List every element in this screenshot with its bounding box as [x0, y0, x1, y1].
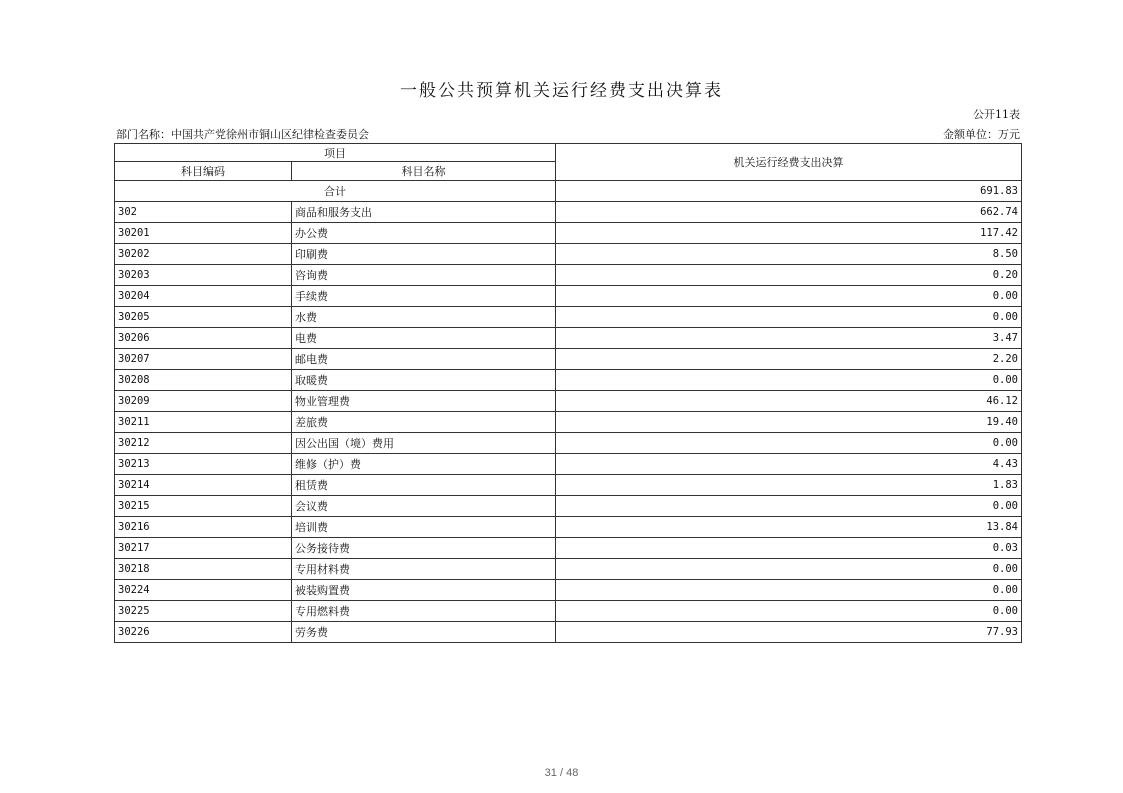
row-amount: 77.93: [556, 622, 1022, 643]
row-code: 30215: [115, 496, 292, 517]
row-name: 办公费: [292, 223, 556, 244]
row-amount: 0.00: [556, 286, 1022, 307]
row-name: 手续费: [292, 286, 556, 307]
total-row: [115, 181, 1022, 202]
row-name: 商品和服务支出: [292, 202, 556, 223]
row-amount: 0.00: [556, 496, 1022, 517]
row-amount: 46.12: [556, 391, 1022, 412]
row-name: 劳务费: [292, 622, 556, 643]
table-row: [115, 328, 1022, 349]
row-name: 专用燃料费: [292, 601, 556, 622]
row-code: 30225: [115, 601, 292, 622]
row-name: 培训费: [292, 517, 556, 538]
row-name: 被装购置费: [292, 580, 556, 601]
table-row: [115, 559, 1022, 580]
row-name: 电费: [292, 328, 556, 349]
table-row: [115, 496, 1022, 517]
table-row: [115, 244, 1022, 265]
row-code: 30209: [115, 391, 292, 412]
header-code: 科目编码: [115, 162, 292, 181]
row-code: 30208: [115, 370, 292, 391]
row-name: 租赁费: [292, 475, 556, 496]
row-code: 30201: [115, 223, 292, 244]
row-amount: 0.00: [556, 580, 1022, 601]
table-row: [115, 223, 1022, 244]
header-name: 科目名称: [292, 162, 556, 181]
table-row: [115, 433, 1022, 454]
row-code: 30202: [115, 244, 292, 265]
row-name: 维修（护）费: [292, 454, 556, 475]
row-code: 30217: [115, 538, 292, 559]
row-amount: 4.43: [556, 454, 1022, 475]
row-amount: 0.00: [556, 433, 1022, 454]
row-name: 会议费: [292, 496, 556, 517]
budget-table: [114, 143, 1022, 643]
row-code: 30213: [115, 454, 292, 475]
row-code: 30214: [115, 475, 292, 496]
form-code: 公开11表: [973, 108, 1020, 121]
row-code: 30218: [115, 559, 292, 580]
row-amount: 0.00: [556, 559, 1022, 580]
row-amount: 19.40: [556, 412, 1022, 433]
row-amount: 0.03: [556, 538, 1022, 559]
row-code: 30216: [115, 517, 292, 538]
row-name: 咨询费: [292, 265, 556, 286]
row-code: 30212: [115, 433, 292, 454]
row-code: 30226: [115, 622, 292, 643]
page-title: 一般公共预算机关运行经费支出决算表: [400, 81, 723, 101]
table-row: [115, 454, 1022, 475]
table-row: [115, 202, 1022, 223]
table-row: [115, 307, 1022, 328]
page-number: 31 / 48: [544, 767, 579, 779]
table-row: [115, 601, 1022, 622]
table-row: [115, 391, 1022, 412]
department-name: 部门名称：中国共产党徐州市铜山区纪律检查委员会: [116, 128, 369, 141]
row-name: 水费: [292, 307, 556, 328]
table-row: [115, 475, 1022, 496]
row-code: 302: [115, 202, 292, 223]
row-name: 取暖费: [292, 370, 556, 391]
row-code: 30204: [115, 286, 292, 307]
row-amount: 8.50: [556, 244, 1022, 265]
row-name: 公务接待费: [292, 538, 556, 559]
table-row: [115, 580, 1022, 601]
header-project: 项目: [115, 144, 556, 162]
table-row: [115, 412, 1022, 433]
table-row: [115, 622, 1022, 643]
row-code: 30203: [115, 265, 292, 286]
row-name: 差旅费: [292, 412, 556, 433]
row-amount: 3.47: [556, 328, 1022, 349]
row-code: 30205: [115, 307, 292, 328]
row-amount: 0.00: [556, 601, 1022, 622]
total-label: 合计: [115, 181, 556, 202]
row-name: 因公出国（境）费用: [292, 433, 556, 454]
row-code: 30224: [115, 580, 292, 601]
row-code: 30207: [115, 349, 292, 370]
row-name: 物业管理费: [292, 391, 556, 412]
table-row: [115, 517, 1022, 538]
row-amount: 117.42: [556, 223, 1022, 244]
row-name: 印刷费: [292, 244, 556, 265]
row-amount: 2.20: [556, 349, 1022, 370]
row-amount: 662.74: [556, 202, 1022, 223]
table-row: [115, 349, 1022, 370]
total-amount: 691.83: [556, 181, 1022, 202]
table-row: [115, 265, 1022, 286]
table-row: [115, 538, 1022, 559]
row-code: 30206: [115, 328, 292, 349]
row-amount: 1.83: [556, 475, 1022, 496]
row-amount: 0.20: [556, 265, 1022, 286]
row-name: 专用材料费: [292, 559, 556, 580]
row-amount: 13.84: [556, 517, 1022, 538]
row-amount: 0.00: [556, 307, 1022, 328]
amount-unit: 金额单位：万元: [943, 128, 1020, 141]
header-amount: 机关运行经费支出决算: [556, 144, 1022, 181]
row-name: 邮电费: [292, 349, 556, 370]
table-row: [115, 286, 1022, 307]
table-row: [115, 370, 1022, 391]
row-amount: 0.00: [556, 370, 1022, 391]
row-code: 30211: [115, 412, 292, 433]
